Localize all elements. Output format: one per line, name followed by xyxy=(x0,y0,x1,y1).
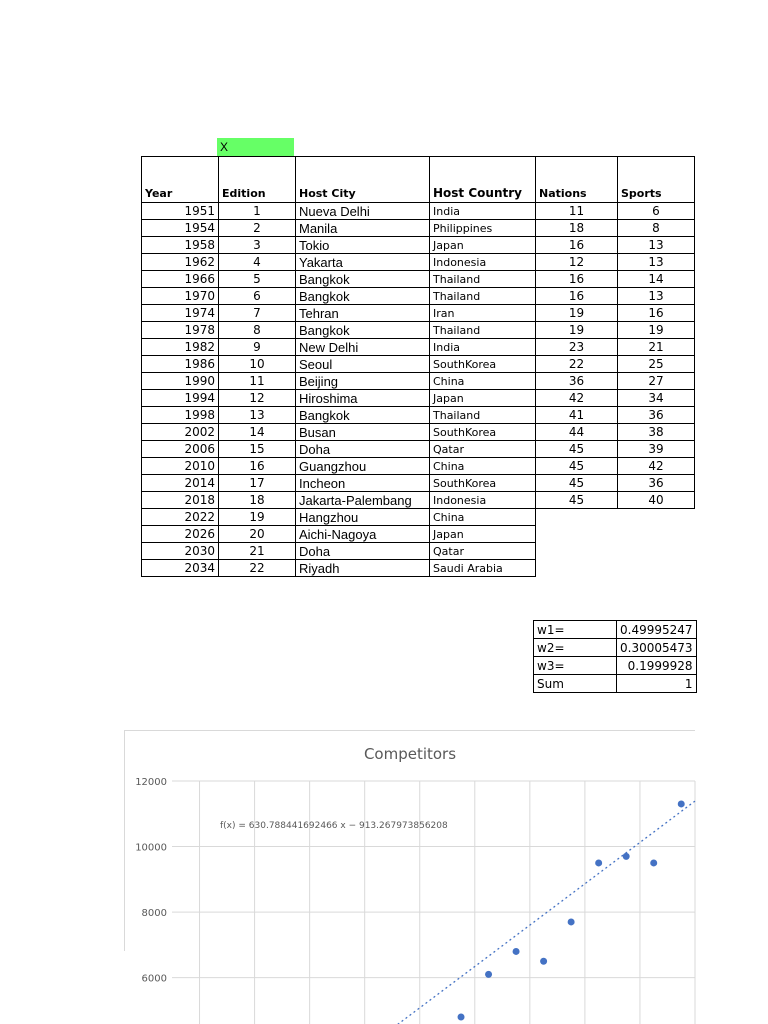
asian-games-table xyxy=(141,156,695,577)
cell-sports[interactable]: 36 xyxy=(618,407,695,424)
cell-year[interactable]: 1974 xyxy=(142,305,219,322)
cell-sports[interactable]: 42 xyxy=(618,458,695,475)
table-row xyxy=(142,543,695,560)
cell-year[interactable]: 1982 xyxy=(142,339,219,356)
cell-year[interactable]: 1986 xyxy=(142,356,219,373)
data-point xyxy=(485,971,492,978)
cell-edition[interactable]: 8 xyxy=(219,322,296,339)
cell-sports[interactable]: 13 xyxy=(618,237,695,254)
table-row xyxy=(142,254,695,271)
cell-sports[interactable] xyxy=(618,560,695,577)
cell-sports[interactable] xyxy=(618,543,695,560)
cell-city[interactable]: Jakarta-Palembang xyxy=(296,492,430,509)
data-point xyxy=(513,948,520,955)
cell-nations[interactable]: 42 xyxy=(536,390,618,407)
table-row xyxy=(142,203,695,220)
cell-city[interactable]: Manila xyxy=(296,220,430,237)
cell-sports[interactable]: 39 xyxy=(618,441,695,458)
cell-city[interactable]: Busan xyxy=(296,424,430,441)
cell-sports[interactable]: 36 xyxy=(618,475,695,492)
cell-edition[interactable]: 15 xyxy=(219,441,296,458)
cell-country[interactable]: China xyxy=(430,509,536,526)
table-row xyxy=(142,458,695,475)
cell-year[interactable]: 2002 xyxy=(142,424,219,441)
cell-year[interactable]: 1970 xyxy=(142,288,219,305)
cell-country[interactable]: Iran xyxy=(430,305,536,322)
cell-city[interactable]: Bangkok xyxy=(296,271,430,288)
cell-year[interactable]: 2018 xyxy=(142,492,219,509)
cell-edition[interactable]: 6 xyxy=(219,288,296,305)
cell-nations[interactable]: 41 xyxy=(536,407,618,424)
weight-label[interactable]: w3= xyxy=(534,657,617,675)
header-edition[interactable]: Edition xyxy=(219,157,296,203)
weight-row xyxy=(534,675,697,693)
cell-year[interactable]: 1990 xyxy=(142,373,219,390)
weight-value[interactable]: 0.30005473 xyxy=(617,639,697,657)
cell-edition[interactable]: 12 xyxy=(219,390,296,407)
cell-city[interactable]: Guangzhou xyxy=(296,458,430,475)
cell-sports[interactable]: 6 xyxy=(618,203,695,220)
cell-city[interactable]: Aichi-Nagoya xyxy=(296,526,430,543)
cell-city[interactable]: Riyadh xyxy=(296,560,430,577)
cell-nations[interactable]: 16 xyxy=(536,288,618,305)
table-header-row xyxy=(142,157,695,203)
competitors-chart[interactable] xyxy=(124,730,695,985)
cell-nations[interactable]: 22 xyxy=(536,356,618,373)
cell-city[interactable]: Beijing xyxy=(296,373,430,390)
table-row xyxy=(142,220,695,237)
cell-edition[interactable]: 18 xyxy=(219,492,296,509)
cell-sports[interactable]: 19 xyxy=(618,322,695,339)
cell-year[interactable]: 2026 xyxy=(142,526,219,543)
cell-edition[interactable]: 11 xyxy=(219,373,296,390)
y-tick-label: 8000 xyxy=(141,908,167,920)
cell-year[interactable]: 2010 xyxy=(142,458,219,475)
cell-nations[interactable]: 19 xyxy=(536,305,618,322)
cell-nations[interactable]: 45 xyxy=(536,492,618,509)
cell-city[interactable]: Hangzhou xyxy=(296,509,430,526)
weight-row xyxy=(534,657,697,675)
cell-nations[interactable] xyxy=(536,560,618,577)
header-host-country[interactable]: Host Country xyxy=(430,157,536,203)
cell-year[interactable]: 1954 xyxy=(142,220,219,237)
y-tick-label: 10000 xyxy=(135,842,167,854)
cell-year[interactable]: 1958 xyxy=(142,237,219,254)
cell-city[interactable]: Bangkok xyxy=(296,322,430,339)
cell-sports[interactable]: 25 xyxy=(618,356,695,373)
cell-sports[interactable]: 13 xyxy=(618,254,695,271)
cell-sports[interactable] xyxy=(618,526,695,543)
table-row xyxy=(142,441,695,458)
cell-sports[interactable]: 27 xyxy=(618,373,695,390)
cell-city[interactable]: Incheon xyxy=(296,475,430,492)
cell-country[interactable]: Qatar xyxy=(430,441,536,458)
cell-country[interactable]: China xyxy=(430,458,536,475)
cell-edition[interactable]: 10 xyxy=(219,356,296,373)
table-row xyxy=(142,560,695,577)
cell-city[interactable]: Tehran xyxy=(296,305,430,322)
cell-country[interactable]: India xyxy=(430,203,536,220)
weight-label[interactable]: w2= xyxy=(534,639,617,657)
table-row xyxy=(142,288,695,305)
cell-nations[interactable]: 45 xyxy=(536,441,618,458)
cell-nations[interactable]: 36 xyxy=(536,373,618,390)
cell-country[interactable]: China xyxy=(430,373,536,390)
cell-year[interactable]: 1966 xyxy=(142,271,219,288)
chart-title: Competitors xyxy=(363,745,457,763)
cell-sports[interactable]: 40 xyxy=(618,492,695,509)
cell-nations[interactable] xyxy=(536,509,618,526)
cell-city[interactable]: Nueva Delhi xyxy=(296,203,430,220)
data-point xyxy=(458,1014,465,1021)
cell-nations[interactable] xyxy=(536,526,618,543)
weight-label[interactable]: w1= xyxy=(534,621,617,639)
table-row xyxy=(142,407,695,424)
cell-city[interactable]: New Delhi xyxy=(296,339,430,356)
cell-year[interactable]: 2006 xyxy=(142,441,219,458)
table-row xyxy=(142,475,695,492)
cell-edition[interactable]: 7 xyxy=(219,305,296,322)
cell-country[interactable]: SouthKorea xyxy=(430,424,536,441)
table-row xyxy=(142,526,695,543)
header-sports[interactable]: Sports xyxy=(618,157,695,203)
cell-sports[interactable]: 16 xyxy=(618,305,695,322)
cell-edition[interactable]: 3 xyxy=(219,237,296,254)
cell-country[interactable]: Philippines xyxy=(430,220,536,237)
table-row xyxy=(142,356,695,373)
highlighted-cell-x[interactable]: X xyxy=(217,138,294,156)
cell-nations[interactable]: 45 xyxy=(536,458,618,475)
cell-country[interactable]: SouthKorea xyxy=(430,356,536,373)
cell-year[interactable]: 1978 xyxy=(142,322,219,339)
weight-value[interactable]: 0.49995247 xyxy=(617,621,697,639)
cell-year[interactable]: 2030 xyxy=(142,543,219,560)
table-row xyxy=(142,390,695,407)
table-row xyxy=(142,322,695,339)
cell-city[interactable]: Doha xyxy=(296,543,430,560)
cell-nations[interactable]: 44 xyxy=(536,424,618,441)
data-point xyxy=(623,853,630,860)
weights-table xyxy=(533,620,697,693)
cell-edition[interactable]: 21 xyxy=(219,543,296,560)
cell-year[interactable]: 2014 xyxy=(142,475,219,492)
cell-sports[interactable]: 38 xyxy=(618,424,695,441)
cell-country[interactable]: Thailand xyxy=(430,271,536,288)
cell-edition[interactable]: 13 xyxy=(219,407,296,424)
table-row xyxy=(142,271,695,288)
header-year[interactable]: Year xyxy=(142,157,219,203)
cell-city[interactable]: Seoul xyxy=(296,356,430,373)
table-row xyxy=(142,305,695,322)
cell-sports[interactable]: 34 xyxy=(618,390,695,407)
cell-nations[interactable]: 23 xyxy=(536,339,618,356)
cell-year[interactable]: 1994 xyxy=(142,390,219,407)
cell-year[interactable]: 1962 xyxy=(142,254,219,271)
cell-country[interactable]: Thailand xyxy=(430,322,536,339)
cell-nations[interactable]: 11 xyxy=(536,203,618,220)
cell-edition[interactable]: 5 xyxy=(219,271,296,288)
header-host-city[interactable]: Host City xyxy=(296,157,430,203)
cell-nations[interactable] xyxy=(536,543,618,560)
cell-edition[interactable]: 4 xyxy=(219,254,296,271)
data-point xyxy=(540,958,547,965)
cell-year[interactable]: 2022 xyxy=(142,509,219,526)
cell-country[interactable]: Indonesia xyxy=(430,254,536,271)
cell-country[interactable]: Saudi Arabia xyxy=(430,560,536,577)
weight-row xyxy=(534,621,697,639)
weight-value[interactable]: 0.1999928 xyxy=(617,657,697,675)
y-tick-label: 12000 xyxy=(135,777,167,788)
cell-edition[interactable]: 1 xyxy=(219,203,296,220)
data-point xyxy=(650,859,657,866)
cell-edition[interactable]: 16 xyxy=(219,458,296,475)
cell-sports[interactable] xyxy=(618,509,695,526)
y-tick-label: 6000 xyxy=(141,973,167,985)
cell-city[interactable]: Tokio xyxy=(296,237,430,254)
cell-country[interactable]: SouthKorea xyxy=(430,475,536,492)
cell-year[interactable]: 1951 xyxy=(142,203,219,220)
table-row xyxy=(142,424,695,441)
cell-year[interactable]: 1998 xyxy=(142,407,219,424)
cell-nations[interactable]: 18 xyxy=(536,220,618,237)
cell-nations[interactable]: 19 xyxy=(536,322,618,339)
cell-nations[interactable]: 45 xyxy=(536,475,618,492)
cell-sports[interactable]: 21 xyxy=(618,339,695,356)
table-row xyxy=(142,492,695,509)
cell-city[interactable]: Yakarta xyxy=(296,254,430,271)
cell-edition[interactable]: 2 xyxy=(219,220,296,237)
cell-country[interactable]: Japan xyxy=(430,526,536,543)
cell-edition[interactable]: 22 xyxy=(219,560,296,577)
cell-country[interactable]: Thailand xyxy=(430,288,536,305)
cell-year[interactable]: 2034 xyxy=(142,560,219,577)
cell-edition[interactable]: 17 xyxy=(219,475,296,492)
cell-country[interactable]: India xyxy=(430,339,536,356)
weight-value[interactable]: 1 xyxy=(617,675,697,693)
cell-sports[interactable]: 13 xyxy=(618,288,695,305)
table-row xyxy=(142,509,695,526)
table-row xyxy=(142,237,695,254)
cell-sports[interactable]: 14 xyxy=(618,271,695,288)
cell-city[interactable]: Bangkok xyxy=(296,288,430,305)
trendline-equation: f(x) = 630.788441692466 x − 913.267973856208 xyxy=(220,821,448,831)
data-point xyxy=(678,800,685,807)
competitors-chart-svg xyxy=(125,731,695,985)
cell-nations[interactable]: 12 xyxy=(536,254,618,271)
data-point xyxy=(595,859,602,866)
table-row xyxy=(142,339,695,356)
cell-city[interactable]: Hiroshima xyxy=(296,390,430,407)
cell-edition[interactable]: 9 xyxy=(219,339,296,356)
data-point xyxy=(568,918,575,925)
cell-nations[interactable]: 16 xyxy=(536,271,618,288)
cell-country[interactable]: Japan xyxy=(430,390,536,407)
cell-country[interactable]: Indonesia xyxy=(430,492,536,509)
weight-label[interactable]: Sum xyxy=(534,675,617,693)
cell-city[interactable]: Doha xyxy=(296,441,430,458)
header-nations[interactable]: Nations xyxy=(536,157,618,203)
cell-edition[interactable]: 14 xyxy=(219,424,296,441)
cell-sports[interactable]: 8 xyxy=(618,220,695,237)
cell-edition[interactable]: 19 xyxy=(219,509,296,526)
cell-country[interactable]: Thailand xyxy=(430,407,536,424)
cell-nations[interactable]: 16 xyxy=(536,237,618,254)
cell-edition[interactable]: 20 xyxy=(219,526,296,543)
cell-country[interactable]: Qatar xyxy=(430,543,536,560)
cell-country[interactable]: Japan xyxy=(430,237,536,254)
table-row xyxy=(142,373,695,390)
cell-city[interactable]: Bangkok xyxy=(296,407,430,424)
weight-row xyxy=(534,639,697,657)
